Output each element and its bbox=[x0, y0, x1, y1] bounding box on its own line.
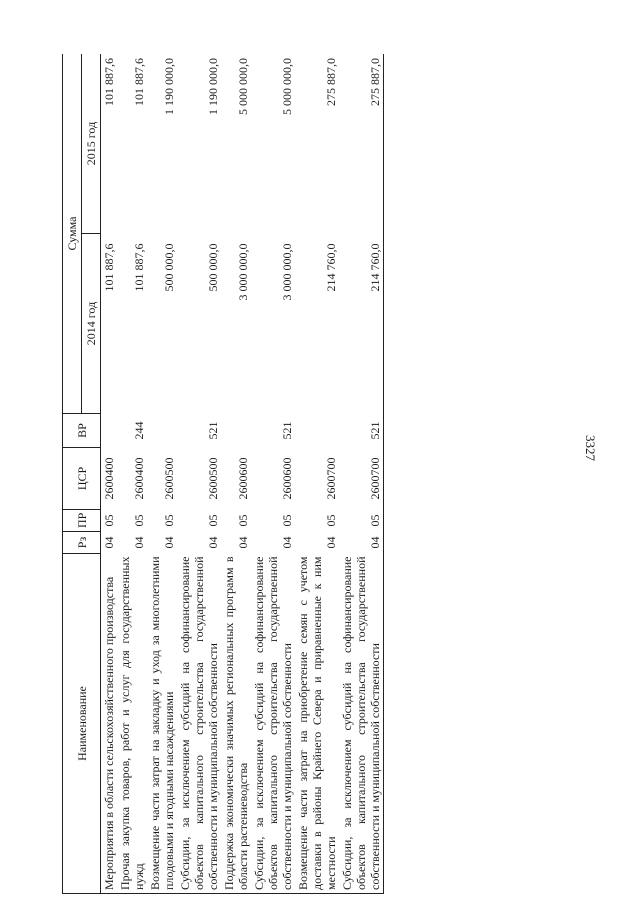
row-pr: 05 bbox=[324, 514, 338, 527]
row-sum-2015: 101 887,6 bbox=[101, 54, 118, 234]
row-sum-2014: 214 760,0 bbox=[324, 243, 338, 292]
header-pr: ПР bbox=[63, 510, 101, 532]
row-sum-2015: 5 000 000,0 bbox=[221, 54, 251, 234]
row-name: Возмещение части затрат на закладку и уход за многолетними плодовыми и ягодными насаждениями bbox=[147, 554, 177, 894]
page-number: 3327 bbox=[583, 435, 598, 461]
row-vr: 521 bbox=[206, 421, 220, 440]
table-body bbox=[101, 54, 384, 894]
row-sum-2015: 275 887,0 bbox=[339, 54, 384, 234]
rotated-table-container bbox=[62, 54, 577, 894]
row-sum-2014: 500 000,0 bbox=[162, 243, 176, 292]
row-sum-2015: 1 190 000,0 bbox=[147, 54, 177, 234]
row-csr: 2600500 bbox=[162, 457, 176, 500]
row-sum-2014: 214 760,0 bbox=[339, 234, 384, 414]
row-rz: 04 bbox=[206, 536, 220, 549]
table-header bbox=[63, 54, 101, 894]
header-year-2014: 2014 год bbox=[82, 234, 101, 414]
row-csr: 2600400 bbox=[132, 457, 146, 500]
row-name: Субсидии, за исключением субсидий на софинансирование объектов капитального строительства государственной собственности и муниципальной собственности bbox=[177, 554, 221, 894]
table-row bbox=[251, 54, 295, 894]
header-sum: Сумма bbox=[63, 54, 82, 414]
row-pr: 05 bbox=[132, 514, 146, 527]
row-vr bbox=[101, 414, 118, 448]
table-row bbox=[147, 54, 177, 894]
row-vr: 521 bbox=[280, 421, 294, 440]
row-sum-2015: 5 000 000,0 bbox=[251, 54, 295, 234]
header-name: Наименование bbox=[63, 554, 101, 894]
row-name: Прочая закупка товаров, работ и услуг для государственных нужд bbox=[117, 554, 147, 894]
row-name: Мероприятия в области сельскохозяйственного производства bbox=[101, 554, 118, 894]
row-sum-2014: 101 887,6 bbox=[132, 243, 146, 292]
row-sum-2014: 101 887,6 bbox=[102, 243, 116, 292]
header-rz: Рз bbox=[63, 532, 101, 554]
row-pr: 05 bbox=[236, 514, 250, 527]
row-pr: 05 bbox=[339, 510, 384, 532]
row-sum-2015: 275 887,0 bbox=[295, 54, 339, 234]
row-csr: 2600700 bbox=[339, 448, 384, 510]
row-name: Возмещение части затрат на приобретение семян с учетом доставки в районы Крайнего Севера и приравненные к ним местности bbox=[295, 554, 339, 894]
row-pr: 05 bbox=[162, 514, 176, 527]
header-csr: ЦСР bbox=[63, 448, 101, 510]
row-rz: 04 bbox=[132, 536, 146, 549]
row-vr bbox=[221, 414, 251, 448]
row-sum-2014: 500 000,0 bbox=[206, 243, 220, 292]
row-vr bbox=[295, 414, 339, 448]
row-rz: 04 bbox=[280, 536, 294, 549]
row-vr: 244 bbox=[132, 421, 146, 440]
row-pr: 05 bbox=[102, 514, 116, 527]
table-row bbox=[221, 54, 251, 894]
row-vr: 521 bbox=[339, 414, 384, 448]
row-sum-2015: 101 887,6 bbox=[117, 54, 147, 234]
row-name: Поддержка экономически значимых региональных программ в области растениеводства bbox=[221, 554, 251, 894]
header-vr: ВР bbox=[63, 414, 101, 448]
table-row bbox=[117, 54, 147, 894]
row-pr: 05 bbox=[280, 514, 294, 527]
row-rz: 04 bbox=[162, 536, 176, 549]
table-row bbox=[101, 54, 118, 894]
table-row bbox=[177, 54, 221, 894]
row-csr: 2600700 bbox=[324, 457, 338, 500]
row-csr: 2600400 bbox=[102, 457, 116, 500]
row-sum-2014: 3 000 000,0 bbox=[236, 243, 250, 301]
row-name: Субсидии, за исключением субсидий на софинансирование объектов капитального строительства государственной собственности и муниципальной собственности bbox=[251, 554, 295, 894]
row-vr bbox=[147, 414, 177, 448]
row-csr: 2600500 bbox=[206, 457, 220, 500]
header-year-2015: 2015 год bbox=[82, 54, 101, 234]
row-sum-2015: 1 190 000,0 bbox=[177, 54, 221, 234]
row-pr: 05 bbox=[206, 514, 220, 527]
row-csr: 2600600 bbox=[236, 457, 250, 500]
row-rz: 04 bbox=[339, 532, 384, 554]
budget-table bbox=[62, 54, 384, 894]
table-row bbox=[339, 54, 384, 894]
row-rz: 04 bbox=[236, 536, 250, 549]
row-rz: 04 bbox=[324, 536, 338, 549]
document-page bbox=[62, 54, 577, 894]
row-sum-2014: 3 000 000,0 bbox=[280, 243, 294, 301]
row-name: Субсидии, за исключением субсидий на софинансирование объектов капитального строительства государственной собственности и муниципальной собственности bbox=[339, 554, 384, 894]
row-csr: 2600600 bbox=[280, 457, 294, 500]
table-row bbox=[295, 54, 339, 894]
row-rz: 04 bbox=[102, 536, 116, 549]
